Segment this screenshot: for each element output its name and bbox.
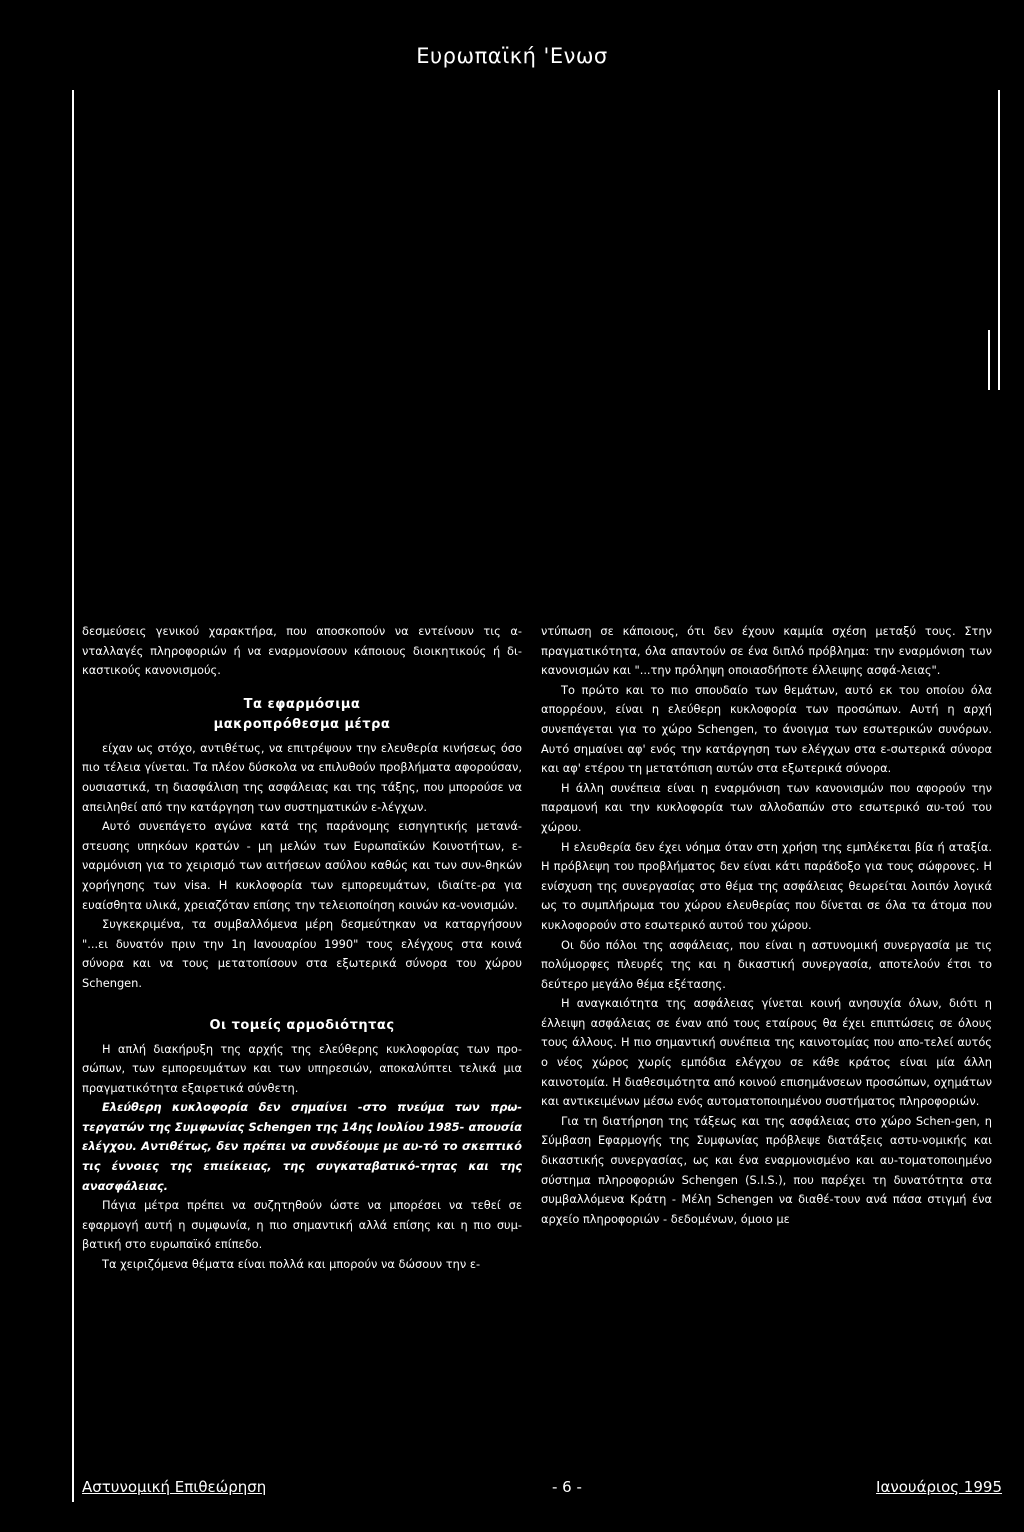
section-heading [82,695,522,735]
paragraph: Η αναγκαιότητα της ασφάλειας γίνεται κοινή ανησυχία όλων, διότι η έλλειψη ασφάλειας σε έναν από τους εταίρους θα έχει επιπτώσεις σε όλους τους άλλους. Η πιο σημαντική συνέπεια της καινοτομίας που απο-τελεί αυτός ο νέος χώρος χωρίς εμπόδια ελέγχου σε κάθε κράτος είναι μία άλλη καινοτομία. Η διαθεσιμότητα από κοινού επισημάνσεων προσώπων, οχημάτων και αντικειμένων μέσω ενός αυτοματοποιημένου συστήματος πληροφοριών. [541,996,992,1109]
paragraph: Το πρώτο και το πιο σπουδαίο των θεμάτων, αυτό εκ του οποίου όλα απορρέουν, είναι η ελεύθερη κυκλοφορία των προσώπων. Αυτή η αρχή συνεπάγεται για το χώρο Schengen, το άνοιγμα των εσωτερικών συνόρων. Αυτό σημαίνει αφ' ενός την κατάργηση των ελέγχων στα ε-σωτερικά σύνορα και αφ' ετέρου τη μετατόπιση αυτών στα εξωτερικά σύνορα. [541,682,992,776]
page-footer [82,1478,1002,1502]
paragraph: ντύπωση σε κάποιους, ότι δεν έχουν καμμία σχέση μεταξύ τους. Στην πραγματικότητα, όλα απαντούν σε ένα διπλό πρόβλημα: την εναρμόνιση των κανονισμών και "...την πρόληψη οποιασδήποτε έλλειψης ασφά-λειας". [541,624,992,678]
heading-line: μακροπρόθεσμα μέτρα [213,716,391,732]
paragraph: Πάγια μέτρα πρέπει να συζητηθούν ώστε να μπορέσει να τεθεί σε εφαρμογή αυτή η συμφωνία, η πιο σημαντική αλλά επίσης και η πιο συμ-βατική στο ευρωπαϊκό επίπεδο. [82,1198,522,1252]
issue-date: Ιανουάριος 1995 [876,1478,1002,1496]
paragraph: είχαν ως στόχο, αντιθέτως, να επιτρέψουν την ελευθερία κινήσεως όσο πιο τέλεια γίνεται. Τα πλέον δύσκολα να επιλυθούν προβλήματα αφορούσαν, ουσιαστικά, τη διασφάλιση της ασφάλειας και της τάξης, που μπορούσε να απειληθεί από την κατάργηση των συστηματικών ε-λέγχων. [82,740,522,814]
emphasis-paragraph: Ελεύθερη κυκλοφορία δεν σημαίνει -στο πνεύμα των πρω-τεργατών της Συμφωνίας Schengen της 14ης Ιουλίου 1985- απουσία ελέγχου. Αντιθέτως, δεν πρέπει να συνδέουμε με αυ-τό το σκεπτικό τις έννοιες της επιείκειας, της συγκαταβατικό-τητας και της ανασφάλειας. [82,1100,522,1193]
paragraph: Τα χειριζόμενα θέματα είναι πολλά και μπορούν να δώσουν την ε- [102,1257,481,1272]
left-column [82,622,522,1275]
page-number: - 6 - [552,1478,582,1496]
paragraph: δεσμεύσεις γενικού χαρακτήρα, που αποσκοπούν να εντείνουν τις α-νταλλαγές πληροφοριών ή να εναρμονίσουν κάποιους διοικητικούς ή δι-καστικούς κανονισμούς. [82,624,522,678]
paragraph: Για τη διατήρηση της τάξεως και της ασφάλειας στο χώρο Schen-gen, η Σύμβαση Εφαρμογής της Συμφωνίας πρόβλεψε διατάξεις αστυ-νομικής και δικαστικής συνεργασίας, ως και ένα εναρμονισμένο και αυ-τοματοποιημένο σύστημα πληροφοριών Schengen (S.I.S.), που παρέχει τη δυνατότητα στα συμβαλλόμενα Κράτη - Μέλη Schengen να διαθέ-τουν ανά πάσα στιγμή ένα αρχείο πληροφοριών - δεδομένων, όμοιο με [541,1113,992,1226]
paragraph: Οι δύο πόλοι της ασφάλειας, που είναι η αστυνομική συνεργασία με τις πολύμορφες πλευρές της και η δικαστική συνεργασία, αποτελούν έτσι το δεύτερο μεγάλο θέμα εξέτασης. [541,937,992,991]
frame-tick-mark [988,330,990,390]
paragraph: Η απλή διακήρυξη της αρχής της ελεύθερης κυκλοφορίας των προ-σώπων, των εμπορευμάτων και των υπηρεσιών, αποκαλύπτει τελικά μια πραγματικότητα εξαιρετικά σύνθετη. [82,1041,522,1095]
heading-line: Τα εφαρμόσιμα [243,696,361,712]
paragraph: Συγκεκριμένα, τα συμβαλλόμενα μέρη δεσμεύτηκαν να καταργήσουν "...ει δυνατόν πριν την 1η Ιανουαρίου 1990" τους ελέγχους στα κοινά σύνορα και να τους μετατοπίσουν στα εξωτερικά σύνορα του χώρου Schengen. [82,917,522,990]
section-heading: Οι τομείς αρμοδιότητας [209,1017,395,1033]
publication-name: Αστυνομική Επιθεώρηση [82,1478,267,1496]
running-header: Ευρωπαϊκή 'Ενωσ [416,44,608,68]
frame-line-left [72,90,74,1502]
paragraph: Αυτό συνεπάγετο αγώνα κατά της παράνομης εισηγητικής μετανά-στευσης υπηκόων κρατών - μη μελών των Ευρωπαϊκών Κοινοτήτων, ε-ναρμόνιση για το χειρισμό των αιτήσεων ασύλου καθώς και των συν-θηκών χορήγησης των visa. Η κυκλοφορία των εμπορευμάτων, ιδιαίτε-ρα για ευαίσθητα υλικά, χρειαζόταν επίσης την τελειοποίηση κοινών κα-νονισμών. [82,819,522,912]
right-column [541,622,992,1229]
paragraph: Η άλλη συνέπεια είναι η εναρμόνιση των κανονισμών που αφορούν την παραμονή και την κυκλοφορία των αλλοδαπών στο εσωτερικό αυ-τού του χώρου. [541,780,992,834]
frame-line-right [998,90,1000,390]
paragraph: Η ελευθερία δεν έχει νόημα όταν στη χρήση της εμπλέκεται βία ή αταξία. Η πρόβλεψη του προβλήματος δεν είναι κάτι παράδοξο για τους σώφρονες. Η ενίσχυση της συνεργασίας στο θέμα της ασφάλειας θεωρείται λοιπόν λογικά ως το συμπλήρωμα του χώρου ελευθερίας που δίνεται σε όλα τα άτομα που κυκλοφορούν στο εσωτερικό αυτού του χώρου. [541,839,992,932]
